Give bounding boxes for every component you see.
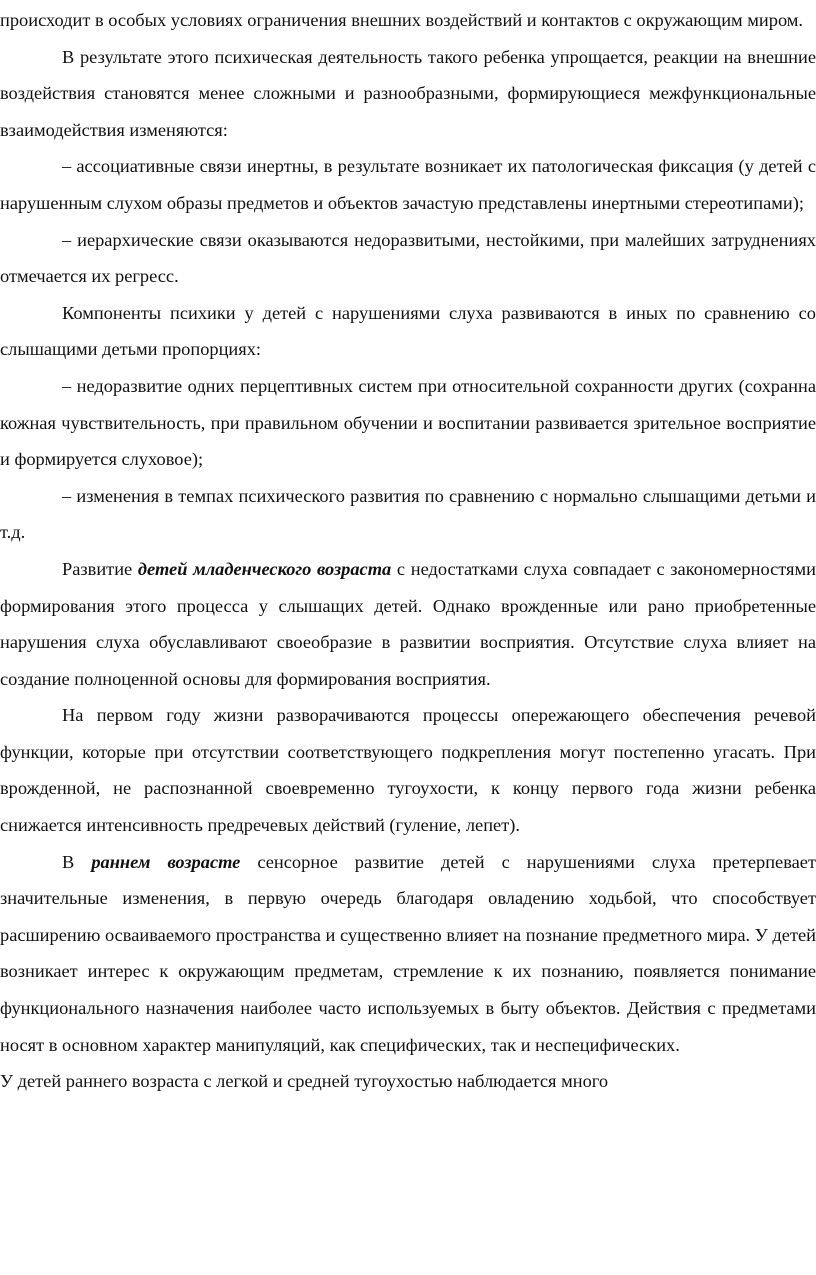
list-item <box>0 148 816 221</box>
list-item <box>0 478 816 551</box>
list-item-text: – ассоциативные связи инертны, в результате возникает их патологическая фиксация (у детей с нарушенным слухом образы предметов и объектов зачастую представлены инертными стереотипами); <box>0 156 816 213</box>
paragraph-text: На первом году жизни разворачиваются процессы опережающего обеспечения речевой функции, которые при отсутствии соответствующего подкрепления могут постепенно угасать. При врожденной, не распознанной своевременно тугоухости, к концу первого года жизни ребенка снижается интенсивность предречевых действий (гуление, лепет). <box>0 705 816 836</box>
paragraph-continuation <box>0 2 816 39</box>
list-item-text: – недоразвитие одних перцептивных систем при относительной сохранности других (сохранна кожная чувствительность, при правильном обучении и воспитании развивается зрительное восприятие и формируется слуховое); <box>0 375 816 470</box>
emphasis-term: раннем возрасте <box>91 851 241 872</box>
list-item <box>0 222 816 295</box>
list-item-text: – иерархические связи оказываются недоразвитыми, нестойкими, при малейших затруднениях отмечается их регресс. <box>0 229 816 287</box>
paragraph-text: сенсорное развитие детей с нарушениями слуха претерпевает значительные изменения, в первую очередь благодаря овладению ходьбой, что способствует расширению осваиваемого пространства и существенно влияет на познание предметного мира. У детей возникает интерес к окружающим предметам, стремление к их познанию, появляется понимание функционального назначения наиболее часто используемых в быту объектов. Действия с предметами носят в основном характер манипуляций, как специфических, так и неспецифических. <box>0 851 816 1055</box>
paragraph-final-line <box>0 1063 816 1100</box>
paragraph <box>0 551 816 697</box>
list-item-text: – изменения в темпах психического развития по сравнению с нормально слышащими детьми и т.д. <box>0 485 816 543</box>
paragraph-text: происходит в особых условиях ограничения внешних воздействий и контактов с окружающим миром. <box>0 10 804 30</box>
paragraph-text: с недостатками слуха совпадает с закономерностями формирования этого процесса у слышащих детей. Однако врожденные или рано приобретенные нарушения слуха обуславливают своеобразие в развитии восприятия. Отсутствие слуха влияет на создание полноценной основы для формирования восприятия. <box>0 558 816 689</box>
paragraph <box>0 39 816 149</box>
paragraph-text: Компоненты психики у детей с нарушениями слуха развиваются в иных по сравнению со слышащими детьми пропорциях: <box>0 302 816 360</box>
paragraph-text: В <box>62 851 92 872</box>
paragraph <box>0 295 816 368</box>
paragraph <box>0 697 816 843</box>
paragraph <box>0 844 816 1064</box>
paragraph-text: У детей раннего возраста с легкой и средней тугоухостью наблюдается много <box>0 1071 609 1092</box>
emphasis-term: детей младенческого возраста <box>137 558 392 579</box>
paragraph-text: В результате этого психическая деятельность такого ребенка упрощается, реакции на внешние воздействия становятся менее сложными и разнообразными, формирующиеся межфункциональные взаимодействия изменяются: <box>0 46 816 140</box>
paragraph-text: Развитие <box>62 558 138 579</box>
list-item <box>0 368 816 478</box>
